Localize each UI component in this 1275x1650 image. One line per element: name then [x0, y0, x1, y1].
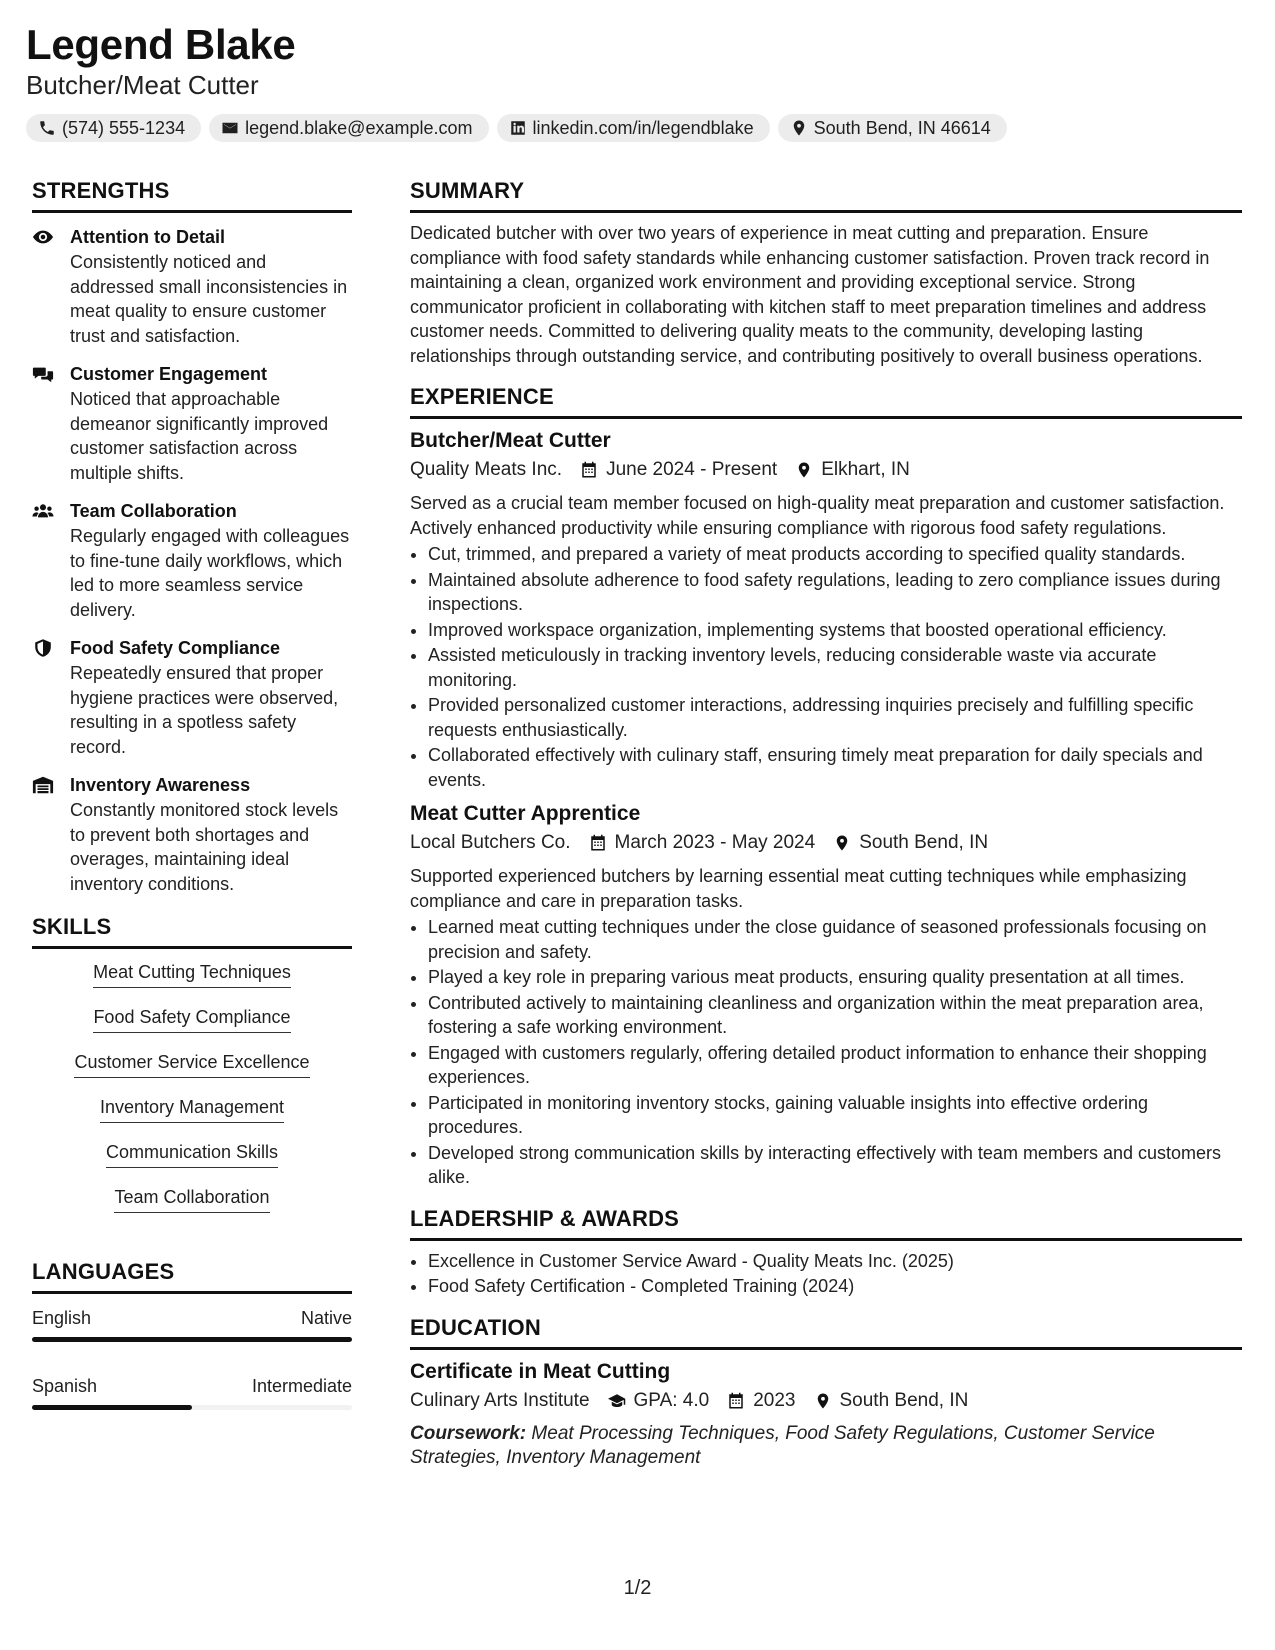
list-item: • Improved workspace organization, implementing systems that boosted operational efficiency. — [428, 618, 1242, 643]
contact-bar — [26, 114, 1007, 142]
map-pin-icon — [790, 119, 808, 137]
phone-text: (574) 555-1234 — [62, 117, 186, 138]
list-item: • Cut, trimmed, and prepared a variety of meat products according to specified quality standards. — [428, 542, 1242, 567]
strength-title: Attention to Detail — [70, 227, 225, 247]
right-column — [410, 178, 1242, 1471]
language-proficiency-bar — [32, 1405, 352, 1410]
list-item: • Participated in monitoring inventory stocks, gaining valuable insights into effective ordering procedures. — [428, 1091, 1242, 1140]
list-item: • Learned meat cutting techniques under the close guidance of seasoned professionals focusing on precision and safety. — [428, 915, 1242, 964]
users-icon — [32, 501, 54, 521]
map-pin-icon — [814, 1392, 832, 1410]
eye-icon — [32, 227, 54, 247]
language-name: Spanish — [32, 1376, 98, 1396]
strength-item — [32, 362, 352, 485]
job-location: South Bend, IN — [859, 832, 989, 853]
strength-title: Inventory Awareness — [70, 775, 251, 795]
contact-email[interactable] — [209, 114, 488, 142]
strengths-heading: STRENGTHS — [32, 178, 352, 213]
language-item — [32, 1308, 352, 1342]
strength-desc: Regularly engaged with colleagues to fine-tune daily workflows, which led to more seamless service delivery. — [70, 526, 350, 620]
education-entry — [410, 1358, 1242, 1471]
strength-item — [32, 225, 352, 348]
comments-icon — [32, 364, 54, 384]
languages-heading: LANGUAGES — [32, 1259, 352, 1294]
language-level: Native — [300, 1308, 352, 1328]
language-level: Intermediate — [251, 1376, 352, 1396]
list-item: • Food Safety Certification - Completed Training (2024) — [428, 1274, 1242, 1299]
list-item: • Contributed actively to maintaining cleanliness and organization within the meat preparation area, fostering a safe working environment. — [428, 991, 1242, 1040]
candidate-name: Legend Blake — [26, 21, 296, 68]
education-location: South Bend, IN — [839, 1389, 969, 1411]
experience-heading: EXPERIENCE — [410, 384, 1242, 419]
skill-tag: Inventory Management — [100, 1096, 284, 1123]
gpa: GPA: 4.0 — [633, 1389, 710, 1411]
language-item — [32, 1376, 352, 1410]
job-company: Local Butchers Co. — [410, 832, 571, 853]
language-proficiency-fill — [32, 1405, 192, 1410]
list-item: • Played a key role in preparing various meat products, ensuring quality presentation at all times. — [428, 965, 1242, 990]
page-number: 1/2 — [623, 1577, 652, 1599]
language-name: English — [32, 1308, 92, 1328]
strength-item — [32, 499, 352, 622]
skill-tag: Team Collaboration — [114, 1186, 269, 1213]
education-heading: EDUCATION — [410, 1315, 1242, 1350]
list-item: • Assisted meticulously in tracking inventory levels, reducing considerable waste via accurate monitoring. — [428, 643, 1242, 692]
summary-heading: SUMMARY — [410, 178, 1242, 213]
job-summary: Supported experienced butchers by learning essential meat cutting techniques while emphasizing compliance and care in preparation tasks. — [410, 866, 1187, 911]
graduation-year: 2023 — [753, 1389, 796, 1411]
strength-title: Food Safety Compliance — [70, 638, 281, 658]
language-proficiency-bar — [32, 1337, 352, 1342]
coursework — [410, 1422, 1242, 1471]
job-title: Butcher/Meat Cutter — [410, 429, 611, 452]
language-proficiency-fill — [32, 1337, 352, 1342]
education-meta — [410, 1386, 1242, 1416]
job-summary: Served as a crucial team member focused on high-quality meat preparation and customer satisfaction. Actively enhanced productivity while ensuring compliance with rigorous food safety regulations. — [410, 493, 1225, 538]
strength-title: Customer Engagement — [70, 364, 268, 384]
linkedin-icon — [509, 119, 527, 137]
contact-linkedin[interactable] — [497, 114, 770, 142]
calendar-icon — [580, 461, 598, 479]
calendar-icon — [727, 1392, 745, 1410]
job-meta — [410, 828, 1242, 858]
calendar-icon — [589, 834, 607, 852]
job-bullets — [410, 915, 1242, 1190]
resume-header — [26, 22, 295, 101]
strength-desc: Repeatedly ensured that proper hygiene practices were observed, resulting in a spotless safety record. — [70, 663, 339, 757]
job-location: Elkhart, IN — [821, 459, 910, 480]
strength-title: Team Collaboration — [70, 501, 237, 521]
list-item: • Developed strong communication skills by interacting effectively with team members and customers alike. — [428, 1141, 1242, 1190]
list-item: • Provided personalized customer interactions, addressing inquiries precisely and fulfilling specific requests enthusiastically. — [428, 693, 1242, 742]
candidate-title: Butcher/Meat Cutter — [26, 70, 259, 101]
job-company: Quality Meats Inc. — [410, 459, 563, 480]
strength-desc: Constantly monitored stock levels to prevent both shortages and overages, maintaining ideal inventory conditions. — [70, 800, 339, 894]
school-name: Culinary Arts Institute — [410, 1389, 590, 1411]
skill-tag: Communication Skills — [106, 1141, 278, 1168]
contact-phone[interactable] — [26, 114, 201, 142]
shield-icon — [32, 638, 54, 658]
coursework-label: Coursework: — [410, 1422, 527, 1444]
job-bullets — [410, 542, 1242, 792]
awards-list — [410, 1249, 1242, 1299]
job-dates: June 2024 - Present — [606, 459, 778, 480]
email-text: legend.blake@example.com — [245, 117, 473, 138]
skills-list — [32, 961, 352, 1231]
job-dates: March 2023 - May 2024 — [614, 832, 816, 853]
skill-tag: Meat Cutting Techniques — [93, 961, 291, 988]
degree-title: Certificate in Meat Cutting — [410, 1359, 671, 1383]
list-item: • Engaged with customers regularly, offering detailed product information to enhance their shopping experiences. — [428, 1041, 1242, 1090]
job-entry — [410, 800, 1242, 1190]
skills-heading: SKILLS — [32, 914, 352, 949]
skill-tag: Food Safety Compliance — [93, 1006, 290, 1033]
graduation-cap-icon — [608, 1392, 626, 1410]
strength-desc: Noticed that approachable demeanor significantly improved customer satisfaction across multiple shifts. — [70, 389, 329, 483]
strength-item — [32, 636, 352, 759]
list-item: • Excellence in Customer Service Award - Quality Meats Inc. (2025) — [428, 1249, 1242, 1274]
awards-heading: LEADERSHIP & AWARDS — [410, 1206, 1242, 1241]
list-item: • Collaborated effectively with culinary staff, ensuring timely meat preparation for daily specials and events. — [428, 743, 1242, 792]
job-title: Meat Cutter Apprentice — [410, 802, 641, 825]
envelope-icon — [221, 119, 239, 137]
contact-location[interactable] — [778, 114, 1007, 142]
left-column — [32, 178, 352, 1410]
list-item: • Maintained absolute adherence to food safety regulations, leading to zero compliance issues during inspections. — [428, 568, 1242, 617]
job-meta — [410, 455, 1242, 485]
strength-item — [32, 773, 352, 896]
skill-tag: Customer Service Excellence — [74, 1051, 309, 1078]
warehouse-icon — [32, 775, 54, 795]
location-text: South Bend, IN 46614 — [813, 117, 991, 138]
strength-desc: Consistently noticed and addressed small inconsistencies in meat quality to ensure customer trust and satisfaction. — [70, 252, 348, 346]
coursework-text: Meat Processing Techniques, Food Safety Regulations, Customer Service Strategies, Inventory Management — [410, 1422, 1155, 1468]
map-pin-icon — [795, 461, 813, 479]
phone-icon — [38, 119, 56, 137]
job-entry — [410, 427, 1242, 792]
map-pin-icon — [833, 834, 851, 852]
linkedin-text: linkedin.com/in/legendblake — [532, 117, 754, 138]
summary-text: Dedicated butcher with over two years of experience in meat cutting and preparation. Ensure compliance with food safety standards while enhancing customer satisfaction. Proven track record in maintaining a clean, organized work environment and providing exceptional service. Strong communicator proficient in collaborating with kitchen staff to meet preparation timelines and address customer needs. Committed to delivering quality meats to the community, developing lasting relationships through outstanding service, and contributing positively to overall business operations. — [410, 223, 1210, 366]
